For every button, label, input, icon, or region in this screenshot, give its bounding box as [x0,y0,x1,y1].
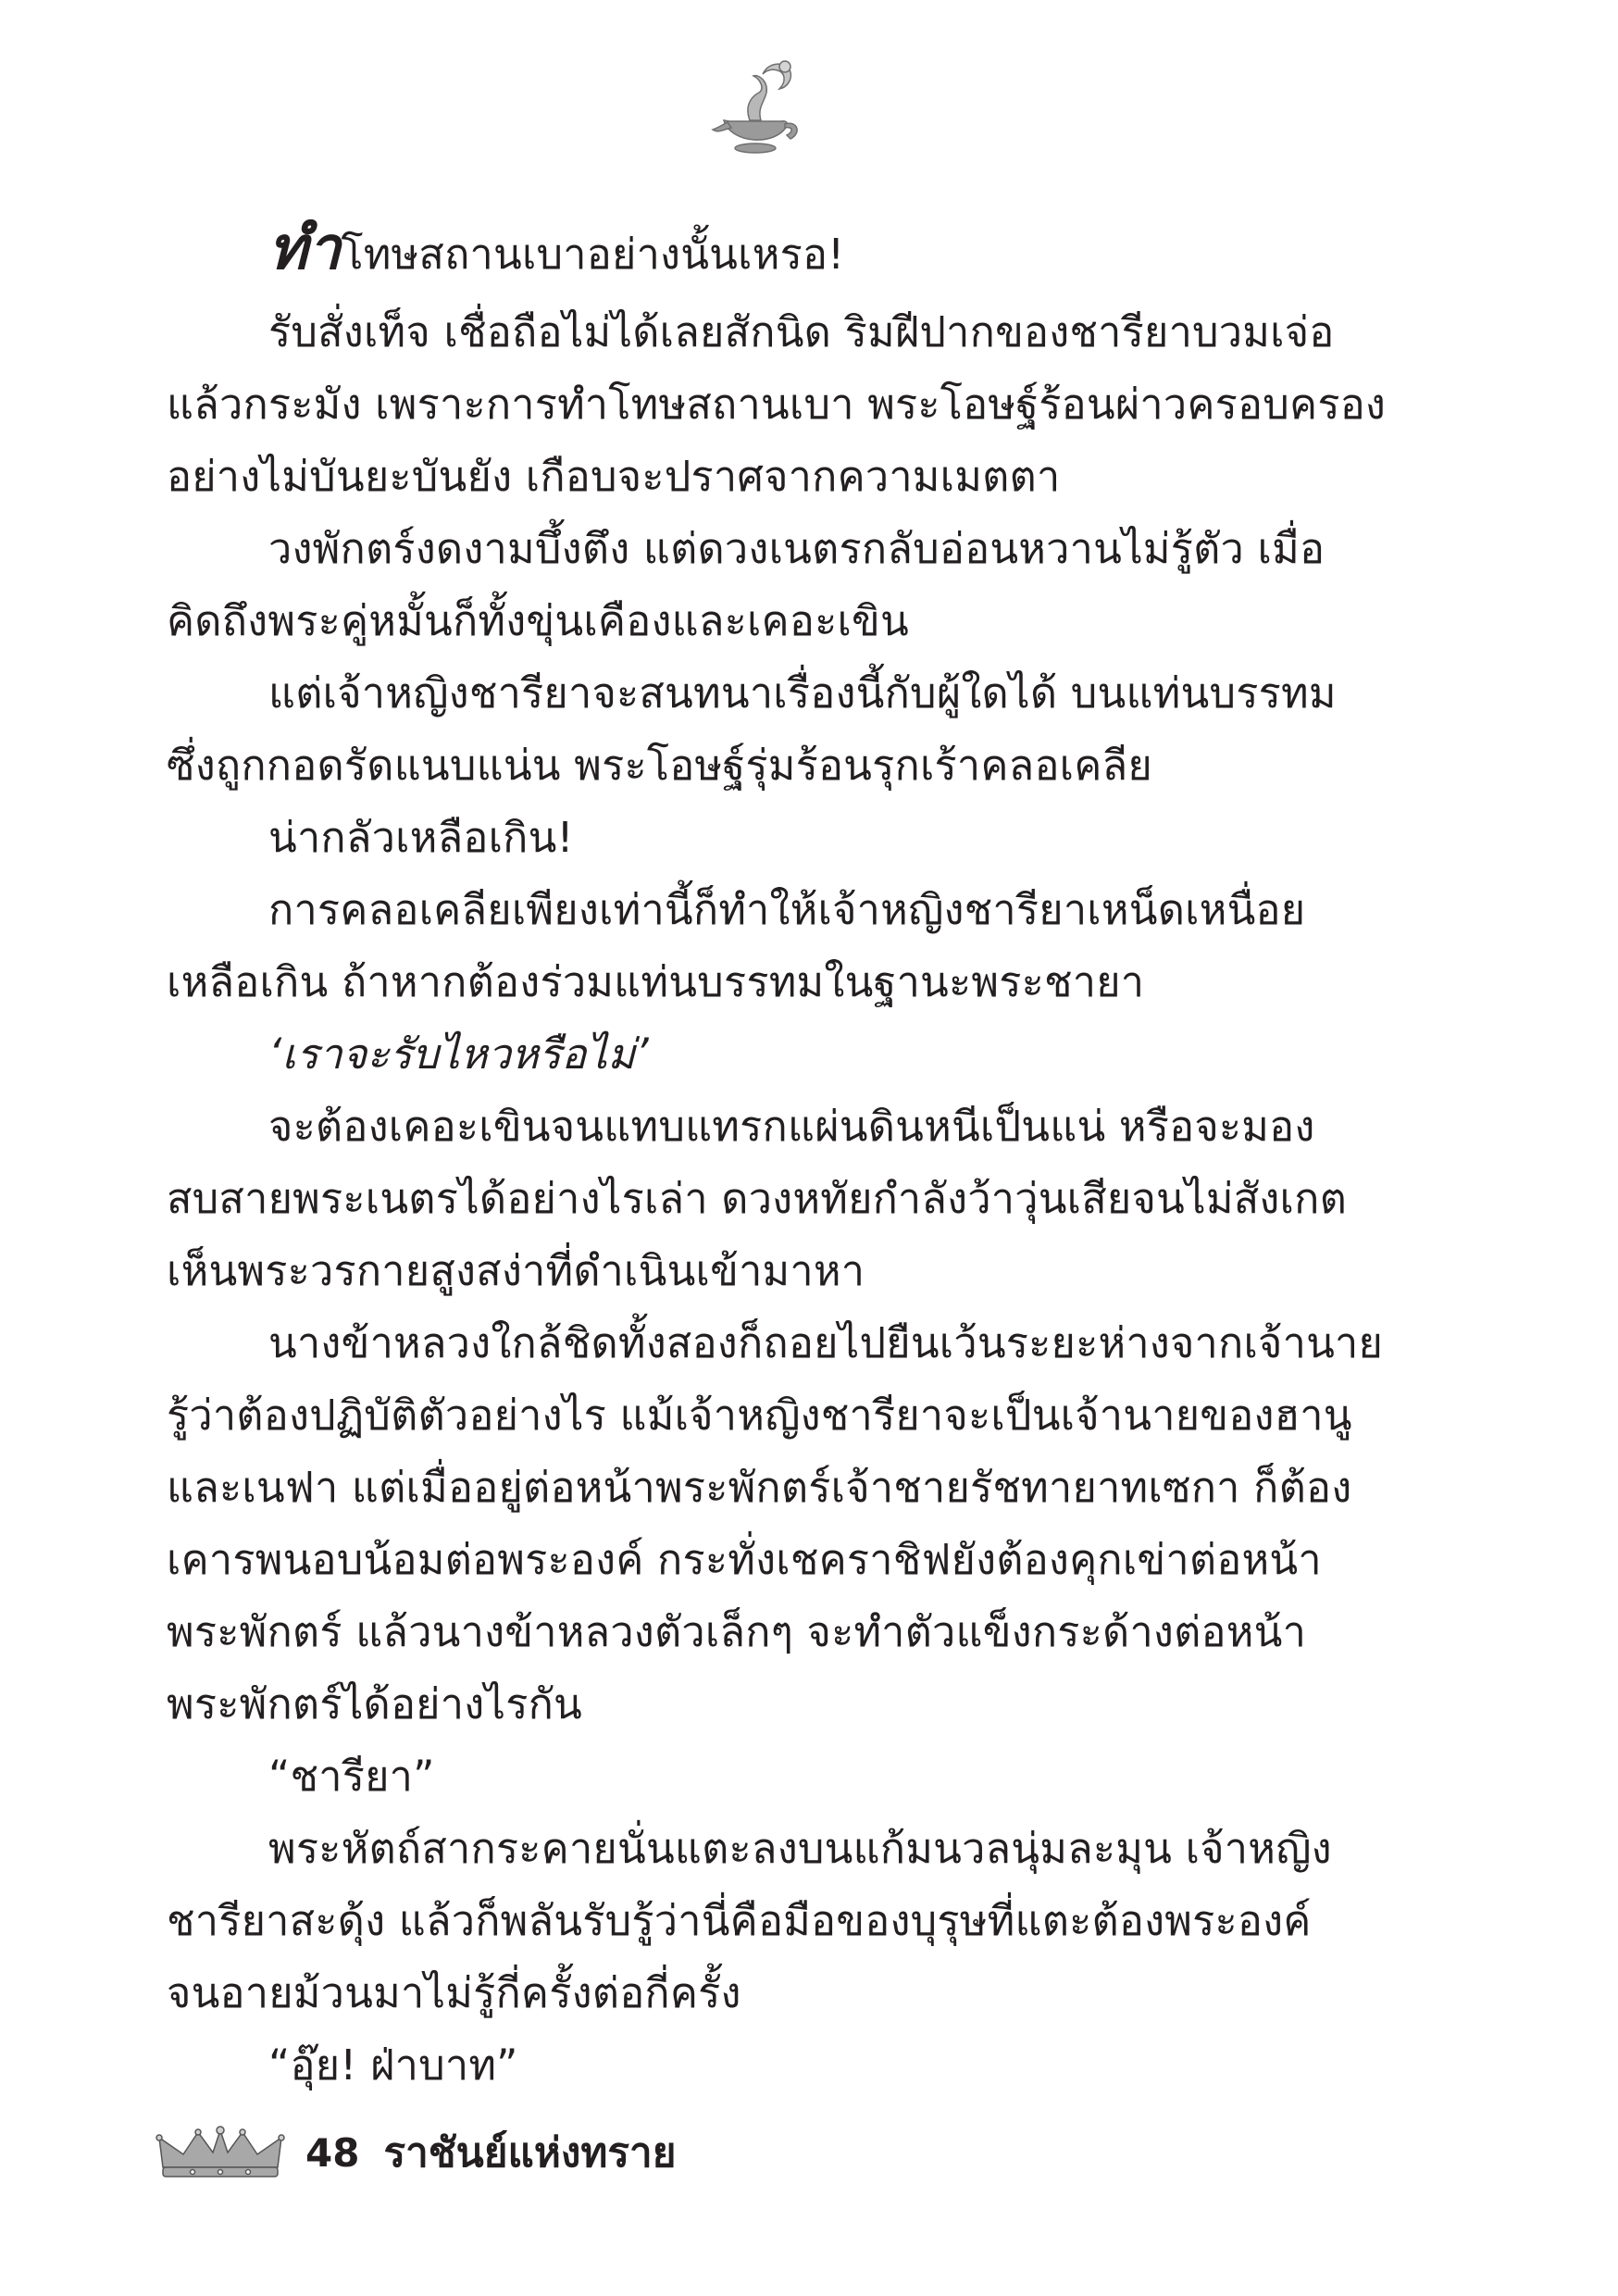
paragraph-line: ทำโทษสถานเบาอย่างนั้นเหรอ! [268,215,845,283]
dialogue-line: “อุ๊ย! ฝ่าบาท” [268,2040,518,2090]
paragraph-line: เห็นพระวรกายสูงสง่าที่ดำเนินเข้ามาหา [167,1246,865,1295]
dropcap: ทำ [268,215,342,283]
paragraph-line: น่ากลัวเหลือเกิน! [268,813,574,862]
italic-thought-line: ‘เราจะรับไหวหรือไม่’ [268,1029,649,1079]
page-number: 48 [305,2129,360,2176]
genie-lamp-icon [703,56,805,162]
paragraph-line: ชารียาสะดุ้ง แล้วก็พลันรับรู้ว่านี่คือมือของบุรุษที่แตะต้องพระองค์ [167,1896,1312,1945]
paragraph-line: อย่างไม่บันยะบันยัง เกือบจะปราศจากความเมตตา [167,452,1061,501]
paragraph-line: แล้วกระมัง เพราะการทำโทษสถานเบา พระโอษฐ์ร้อนผ่าวครอบครอง [167,380,1387,429]
paragraph-line: นางข้าหลวงใกล้ชิดทั้งสองก็ถอยไปยืนเว้นระยะห่างจากเจ้านาย [268,1318,1384,1367]
paragraph-line: รู้ว่าต้องปฏิบัติตัวอย่างไร แม้เจ้าหญิงชารียาจะเป็นเจ้านายของฮานู [167,1391,1352,1440]
paragraph-line: และเนฟา แต่เมื่ออยู่ต่อหน้าพระพักตร์เจ้าชายรัชทายาทเซกา ก็ต้อง [167,1463,1352,1512]
paragraph-line: รับสั่งเท็จ เชื่อถือไม่ได้เลยสักนิด ริมฝีปากของชารียาบวมเจ่อ [268,307,1335,356]
crown-icon [156,2125,285,2180]
paragraph-line: การคลอเคลียเพียงเท่านี้ก็ทำให้เจ้าหญิงชารียาเหน็ดเหนื่อย [268,885,1306,934]
paragraph-line: แต่เจ้าหญิงชารียาจะสนทนาเรื่องนี้กับผู้ใดได้ บนแท่นบรรทม [268,668,1337,718]
paragraph-line: วงพักตร์งดงามบึ้งตึง แต่ดวงเนตรกลับอ่อนหวานไม่รู้ตัว เมื่อ [268,524,1326,573]
paragraph-line: สบสายพระเนตรได้อย่างไรเล่า ดวงหทัยกำลังว้าวุ่นเสียจนไม่สังเกต [167,1174,1348,1223]
book-title: ราชันย์แห่งทราย [383,2129,677,2177]
paragraph-line: ซึ่งถูกกอดรัดแนบแน่น พระโอษฐ์รุ่มร้อนรุกเร้าคลอเคลีย [167,741,1152,790]
page-footer [156,2115,677,2190]
paragraph-line: จะต้องเคอะเขินจนแทบแทรกแผ่นดินหนีเป็นแน่ หรือจะมอง [268,1102,1315,1151]
paragraph-line: เหลือเกิน ถ้าหากต้องร่วมแท่นบรรทมในฐานะพระชายา [167,957,1145,1006]
dialogue-line: “ชารียา” [268,1752,435,1801]
paragraph-line: พระหัตถ์สากระคายนั่นแตะลงบนแก้มนวลนุ่มละมุน เจ้าหญิง [268,1824,1332,1873]
paragraph-line: พระพักตร์ได้อย่างไรกัน [167,1679,583,1728]
paragraph-line: คิดถึงพระคู่หมั้นก็ทั้งขุ่นเคืองและเคอะเขิน [167,596,909,645]
paragraph-line: พระพักตร์ แล้วนางข้าหลวงตัวเล็กๆ จะทำตัวแข็งกระด้างต่อหน้า [167,1607,1307,1656]
paragraph-line: เคารพนอบน้อมต่อพระองค์ กระทั่งเชคราชิฟยังต้องคุกเข่าต่อหน้า [167,1535,1322,1584]
paragraph-line: จนอายม้วนมาไม่รู้กี่ครั้งต่อกี่ครั้ง [167,1968,741,2017]
